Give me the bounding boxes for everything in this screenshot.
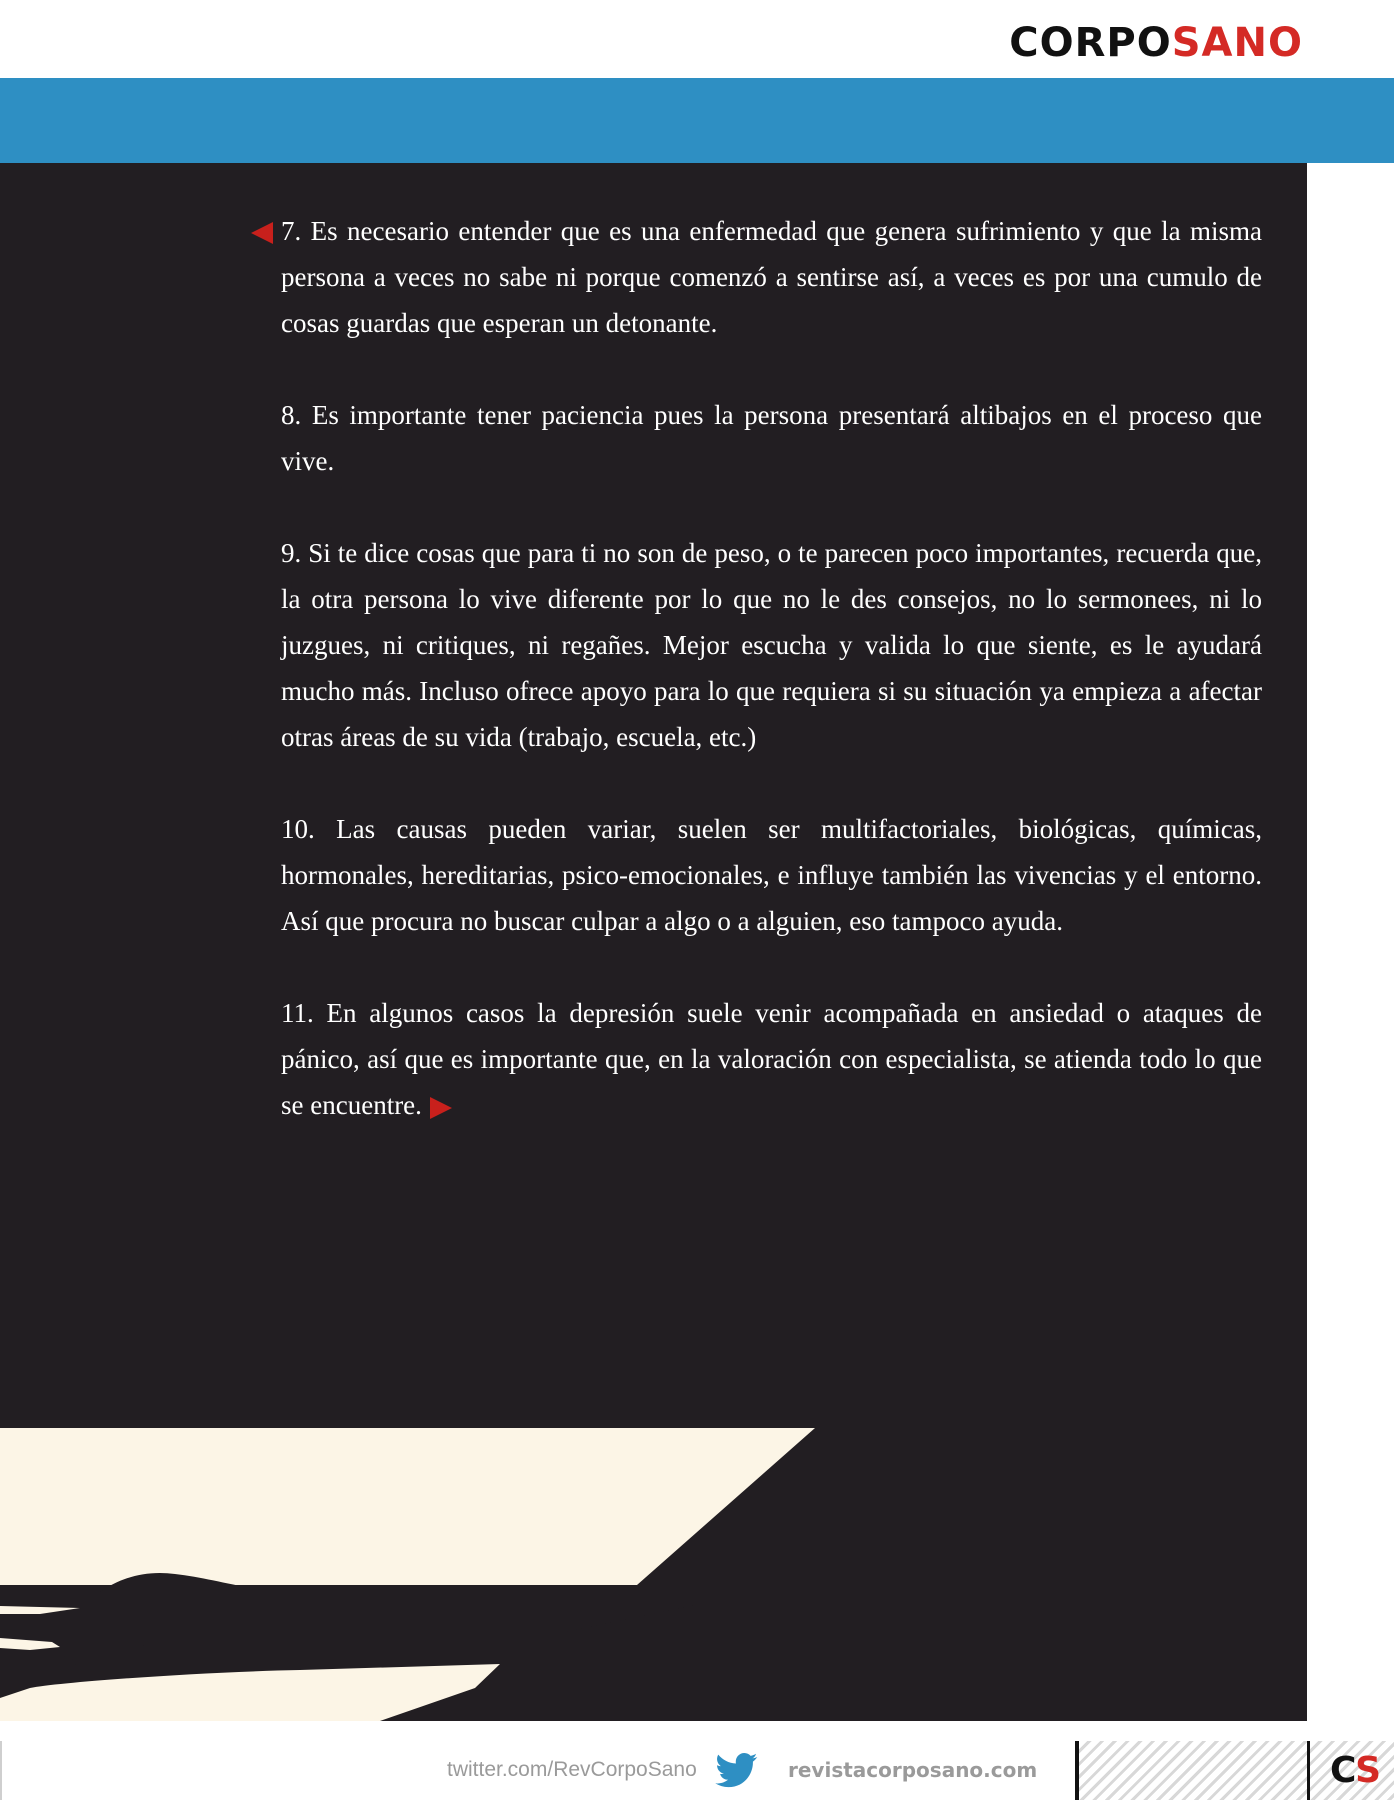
badge-c: C (1330, 1750, 1356, 1791)
logo-sano: SANO (1171, 20, 1303, 66)
twitter-link[interactable]: twitter.com/RevCorpoSano (447, 1758, 697, 1781)
hatched-panel (1075, 1741, 1311, 1800)
corposano-logo[interactable] (1009, 18, 1303, 68)
website-link[interactable]: revistacorposano.com (788, 1758, 1038, 1782)
footer (0, 1721, 1394, 1800)
badge-s: S (1355, 1750, 1380, 1791)
silhouette-hand (0, 1573, 700, 1668)
masthead (0, 0, 1394, 78)
cs-badge (1307, 1741, 1394, 1800)
paragraph-10: 10. Las causas pueden variar, suelen ser multifactoriales, biológicas, químicas, hormonales, hereditarias, psico-emocionales, e influye también las vivencias y el entorno. Así que procura no buscar culpar a algo o a alguien, eso tampoco ayuda. (281, 814, 1262, 936)
footer-divider (0, 1741, 2, 1800)
twitter-bird-icon[interactable] (714, 1749, 760, 1791)
paragraph-8: 8. Es importante tener paciencia pues la persona presentará altibajos en el proceso que vive. (281, 400, 1262, 476)
article-panel (0, 163, 1307, 1721)
cream-shape (0, 1428, 815, 1594)
cs-badge-text (1330, 1751, 1379, 1791)
illustration-silhouette (0, 1428, 1307, 1721)
paragraph-11 (281, 990, 1262, 1128)
paragraph-9: 9. Si te dice cosas que para ti no son de peso, o te parecen poco importantes, recuerda que, la otra persona lo vive diferente por lo que no le des consejos, no lo sermonees, ni lo juzgues, ni critiques, ni regañes. Mejor escucha y valida lo que siente, es le ayudará mucho más. Incluso ofrece apoyo para lo que requiera si su situación ya empieza a afectar otras áreas de su vida (trabajo, escuela, etc.) (281, 538, 1262, 752)
start-triangle-icon (251, 222, 273, 244)
logo-corpo: CORPO (1009, 20, 1172, 66)
paragraph-11-text: 11. En algunos casos la depresión suele venir acompañada en ansiedad o ataques de pánico, así que es importante que, en la valoración con especialista, se atienda todo lo que se encuentre. (281, 998, 1262, 1120)
article-body (281, 208, 1262, 1174)
end-triangle-icon (430, 1097, 452, 1119)
paragraph-7: 7. Es necesario entender que es una enfermedad que genera sufrimiento y que la misma persona a veces no sabe ni porque comenzó a sentirse así, a veces es por una cumulo de cosas guardas que esperan un detonante. (281, 216, 1262, 338)
blue-header-band (0, 78, 1394, 163)
